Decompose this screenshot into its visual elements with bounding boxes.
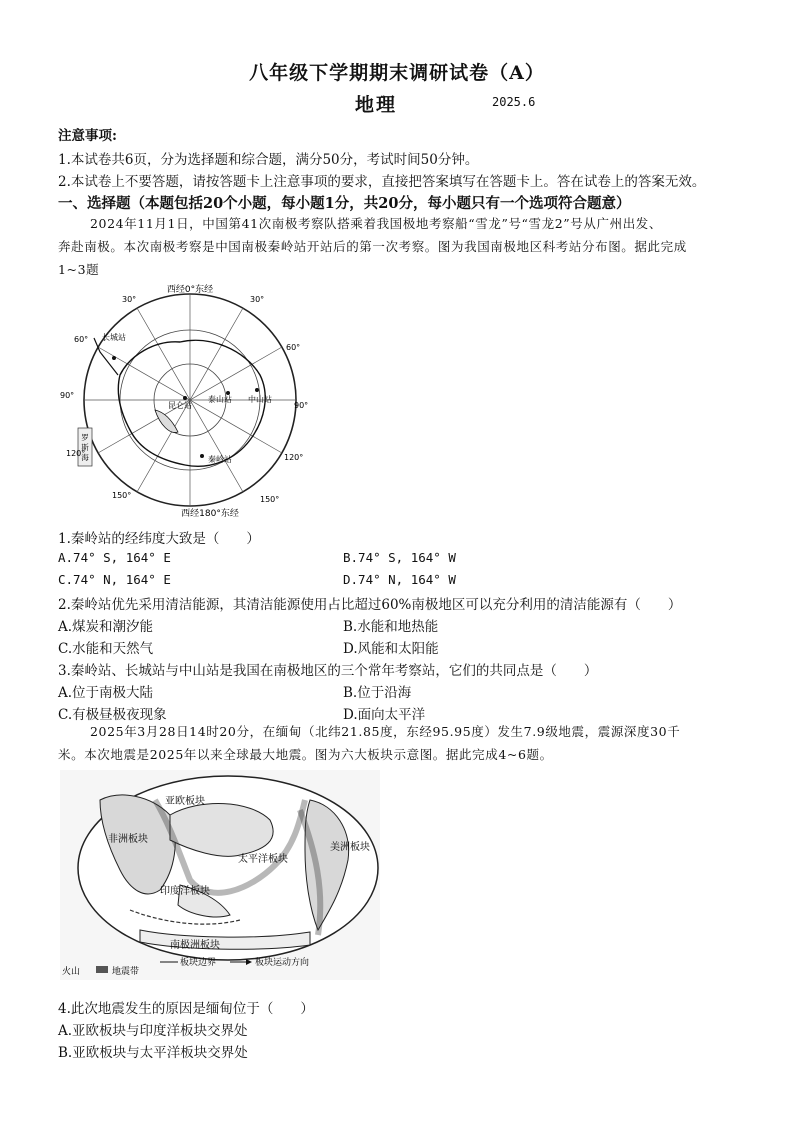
svg-text:斯: 斯 xyxy=(81,443,89,452)
lon-label: 30° xyxy=(250,295,265,304)
option: B.74° S, 164° W xyxy=(343,550,456,565)
plate-label: 亚欧板块 xyxy=(165,796,205,807)
legend-seismic-belt: 地震带 xyxy=(112,967,140,977)
station-label: 秦岭站 xyxy=(208,455,232,464)
lon-label: 60° xyxy=(286,343,301,352)
notice-heading: 注意事项: xyxy=(58,128,117,144)
option: D.风能和太阳能 xyxy=(343,641,439,657)
lon-label: 90° xyxy=(60,391,75,400)
meridian-label-top: 西经0°东经 xyxy=(166,285,214,295)
option: D.面向太平洋 xyxy=(343,707,426,723)
antarctic-station-map xyxy=(60,280,310,520)
station-label: 长城站 xyxy=(102,333,126,342)
passage-line: 米。本次地震是2025年以来全球最大地震。图为六大板块示意图。据此完成4~6题。 xyxy=(58,747,553,762)
plate-label: 太平洋板块 xyxy=(238,854,288,865)
meridian-label-bottom: 西经180°东经 xyxy=(181,509,239,519)
plate-label: 美洲板块 xyxy=(330,842,370,853)
option: C.74° N, 164° E xyxy=(58,572,171,587)
ross-sea-label: 罗 xyxy=(81,433,89,442)
legend-plate-boundary: 板块边界 xyxy=(180,958,217,968)
station-label: 昆仑站 xyxy=(168,401,192,410)
notice-item: 2.本试卷上不要答题，请按答题卡上注意事项的要求，直接把答案填写在答题卡上。答在试卷上的答案无效。 xyxy=(58,174,706,190)
exam-date: 2025.6 xyxy=(492,95,536,109)
question-stem: 2.秦岭站优先采用清洁能源，其清洁能源使用占比超过60%南极地区可以充分利用的清洁能源有（ ） xyxy=(58,597,682,613)
passage-line: 2025年3月28日14时20分，在缅甸（北纬21.85度，东经95.95度）发生7.9级地震，震源深度30千 xyxy=(90,724,681,739)
exam-title: 八年级下学期期末调研试卷（A） xyxy=(249,62,545,84)
legend-volcano: 火山 xyxy=(62,967,81,977)
plate-label: 印度洋板块 xyxy=(160,886,210,897)
option: B.亚欧板块与太平洋板块交界处 xyxy=(58,1045,248,1061)
lon-label: 60° xyxy=(74,335,89,344)
option: D.74° N, 164° W xyxy=(343,572,456,587)
lon-label: 30° xyxy=(122,295,137,304)
question-stem: 3.秦岭站、长城站与中山站是我国在南极地区的三个常年考察站，它们的共同点是（ ） xyxy=(58,663,598,679)
plate-label: 非洲板块 xyxy=(108,834,148,845)
lon-label: 150° xyxy=(260,495,280,504)
option: C.有极昼极夜现象 xyxy=(58,707,167,723)
six-plates-map xyxy=(60,770,380,980)
question-stem: 1.秦岭站的经纬度大致是（ ） xyxy=(58,531,260,547)
notice-item: 1.本试卷共6页，分为选择题和综合题，满分50分，考试时间50分钟。 xyxy=(58,152,479,168)
option: C.水能和天然气 xyxy=(58,641,154,657)
legend-plate-direction: 板块运动方向 xyxy=(255,958,310,968)
lon-label: 150° xyxy=(112,491,132,500)
svg-text:海: 海 xyxy=(81,453,89,462)
option: A.74° S, 164° E xyxy=(58,550,171,565)
section-heading: 一、选择题（本题包括20个小题，每小题1分，共20分，每小题只有一个选项符合题意） xyxy=(58,195,631,212)
lon-label: 120° xyxy=(284,453,304,462)
option: B.水能和地热能 xyxy=(343,619,439,635)
lon-label: 90° xyxy=(294,401,309,410)
station-label: 泰山站 xyxy=(208,395,232,404)
passage-line: 2024年11月1日，中国第41次南极考察队搭乘着我国极地考察船“雪龙”号“雪龙2”号从广州出发、 xyxy=(90,216,662,231)
station-label: 中山站 xyxy=(248,395,272,404)
plate-label: 南极洲板块 xyxy=(170,940,220,951)
question-stem: 4.此次地震发生的原因是缅甸位于（ ） xyxy=(58,1001,314,1017)
option: B.位于沿海 xyxy=(343,685,412,701)
option: A.位于南极大陆 xyxy=(58,685,154,701)
subject-title: 地理 xyxy=(355,94,398,116)
option: A.煤炭和潮汐能 xyxy=(58,619,154,635)
option: A.亚欧板块与印度洋板块交界处 xyxy=(58,1023,248,1039)
passage-line: 奔赴南极。本次南极考察是中国南极秦岭站开站后的第一次考察。图为我国南极地区科考站分布图。据此完成 xyxy=(58,239,687,254)
lon-label: 120° xyxy=(66,449,86,458)
passage-line: 1~3题 xyxy=(58,262,100,277)
